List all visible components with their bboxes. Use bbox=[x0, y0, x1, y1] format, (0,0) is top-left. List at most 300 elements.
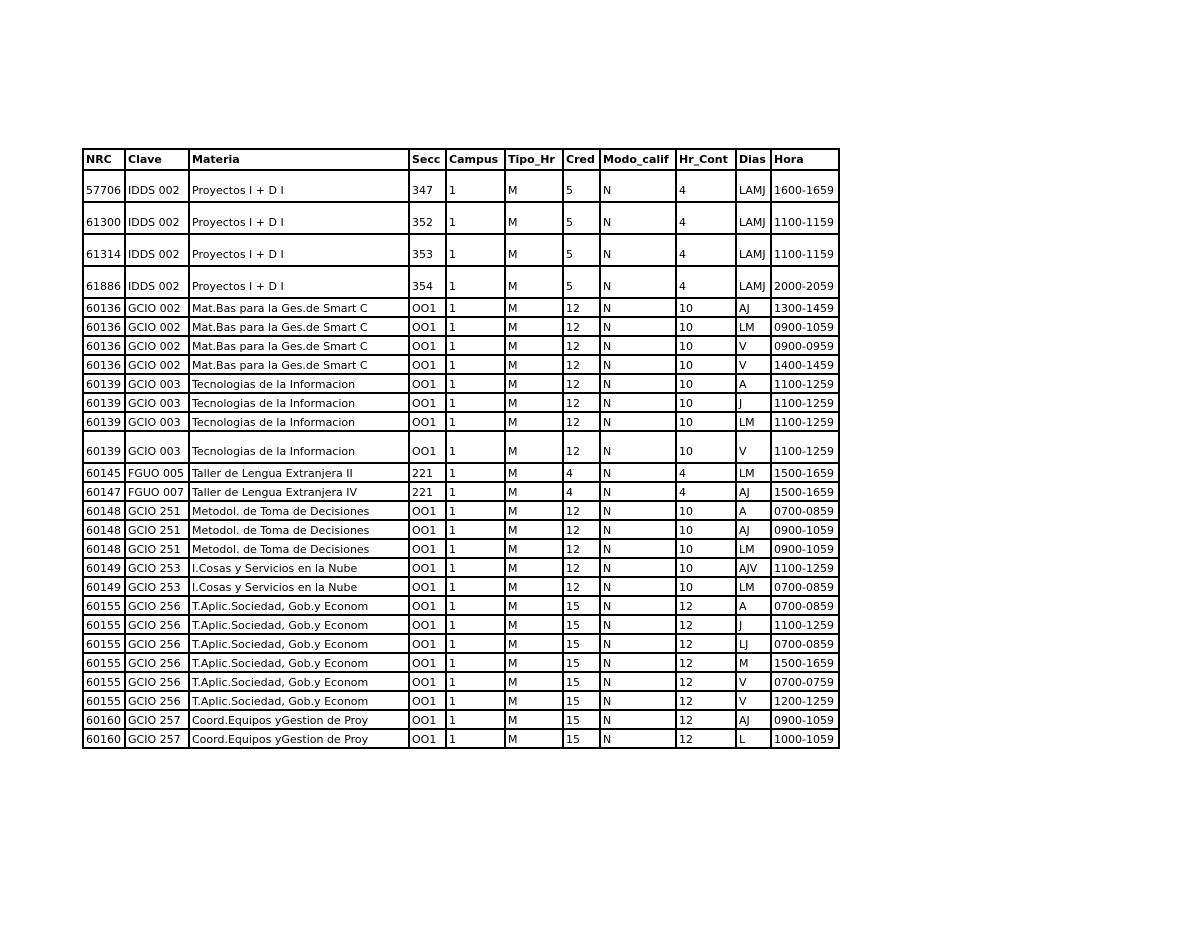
cell-hr-cont: 4 bbox=[676, 266, 736, 298]
cell-nrc: 60160 bbox=[83, 729, 125, 748]
cell-hora: 1100-1259 bbox=[771, 393, 839, 412]
table-row bbox=[83, 317, 839, 336]
cell-campus: 1 bbox=[446, 170, 505, 202]
cell-tipo-hr: M bbox=[505, 374, 563, 393]
cell-dias: LM bbox=[736, 539, 771, 558]
cell-materia: Tecnologias de la Informacion bbox=[189, 431, 409, 463]
cell-tipo-hr: M bbox=[505, 672, 563, 691]
table-row bbox=[83, 234, 839, 266]
cell-campus: 1 bbox=[446, 412, 505, 431]
cell-secc: OO1 bbox=[409, 577, 446, 596]
table-row bbox=[83, 374, 839, 393]
cell-clave: GCIO 257 bbox=[125, 729, 189, 748]
cell-modo-calif: N bbox=[600, 374, 676, 393]
cell-dias: V bbox=[736, 672, 771, 691]
cell-clave: GCIO 256 bbox=[125, 596, 189, 615]
table-row bbox=[83, 298, 839, 317]
cell-nrc: 60160 bbox=[83, 710, 125, 729]
cell-clave: IDDS 002 bbox=[125, 170, 189, 202]
cell-hr-cont: 10 bbox=[676, 393, 736, 412]
cell-tipo-hr: M bbox=[505, 336, 563, 355]
cell-modo-calif: N bbox=[600, 393, 676, 412]
cell-campus: 1 bbox=[446, 266, 505, 298]
cell-hora: 1300-1459 bbox=[771, 298, 839, 317]
cell-hora: 0900-1059 bbox=[771, 317, 839, 336]
cell-campus: 1 bbox=[446, 653, 505, 672]
cell-campus: 1 bbox=[446, 672, 505, 691]
cell-modo-calif: N bbox=[600, 202, 676, 234]
table-row bbox=[83, 691, 839, 710]
cell-clave: IDDS 002 bbox=[125, 202, 189, 234]
cell-nrc: 61886 bbox=[83, 266, 125, 298]
cell-cred: 5 bbox=[563, 170, 600, 202]
table-row bbox=[83, 577, 839, 596]
cell-hora: 0900-1059 bbox=[771, 710, 839, 729]
cell-secc: OO1 bbox=[409, 412, 446, 431]
cell-materia: Tecnologias de la Informacion bbox=[189, 393, 409, 412]
column-header-secc: Secc bbox=[409, 149, 446, 170]
cell-dias: AJ bbox=[736, 710, 771, 729]
cell-hora: 1500-1659 bbox=[771, 653, 839, 672]
cell-dias: A bbox=[736, 374, 771, 393]
cell-cred: 12 bbox=[563, 317, 600, 336]
cell-modo-calif: N bbox=[600, 336, 676, 355]
table-row bbox=[83, 596, 839, 615]
cell-hora: 0700-0859 bbox=[771, 577, 839, 596]
cell-nrc: 60139 bbox=[83, 393, 125, 412]
cell-materia: Tecnologias de la Informacion bbox=[189, 412, 409, 431]
cell-campus: 1 bbox=[446, 501, 505, 520]
cell-hora: 0900-0959 bbox=[771, 336, 839, 355]
cell-dias: A bbox=[736, 501, 771, 520]
cell-nrc: 60139 bbox=[83, 431, 125, 463]
cell-materia: Metodol. de Toma de Decisiones bbox=[189, 501, 409, 520]
cell-materia: I.Cosas y Servicios en la Nube bbox=[189, 558, 409, 577]
cell-campus: 1 bbox=[446, 431, 505, 463]
cell-clave: GCIO 253 bbox=[125, 577, 189, 596]
column-header-nrc: NRC bbox=[83, 149, 125, 170]
cell-modo-calif: N bbox=[600, 234, 676, 266]
cell-tipo-hr: M bbox=[505, 355, 563, 374]
cell-clave: GCIO 253 bbox=[125, 558, 189, 577]
cell-cred: 15 bbox=[563, 691, 600, 710]
cell-nrc: 60155 bbox=[83, 691, 125, 710]
cell-nrc: 60155 bbox=[83, 653, 125, 672]
cell-tipo-hr: M bbox=[505, 615, 563, 634]
cell-campus: 1 bbox=[446, 634, 505, 653]
cell-hora: 1100-1159 bbox=[771, 234, 839, 266]
cell-hora: 1400-1459 bbox=[771, 355, 839, 374]
table-row bbox=[83, 539, 839, 558]
cell-hora: 0700-0759 bbox=[771, 672, 839, 691]
cell-materia: Proyectos I + D I bbox=[189, 266, 409, 298]
cell-tipo-hr: M bbox=[505, 482, 563, 501]
cell-cred: 15 bbox=[563, 729, 600, 748]
cell-nrc: 60148 bbox=[83, 520, 125, 539]
cell-hr-cont: 12 bbox=[676, 615, 736, 634]
cell-secc: OO1 bbox=[409, 634, 446, 653]
cell-cred: 12 bbox=[563, 298, 600, 317]
cell-materia: Proyectos I + D I bbox=[189, 202, 409, 234]
cell-materia: I.Cosas y Servicios en la Nube bbox=[189, 577, 409, 596]
cell-hora: 2000-2059 bbox=[771, 266, 839, 298]
cell-cred: 12 bbox=[563, 336, 600, 355]
cell-cred: 15 bbox=[563, 710, 600, 729]
cell-modo-calif: N bbox=[600, 539, 676, 558]
cell-secc: 354 bbox=[409, 266, 446, 298]
cell-dias: V bbox=[736, 431, 771, 463]
cell-hora: 1100-1159 bbox=[771, 202, 839, 234]
cell-cred: 15 bbox=[563, 596, 600, 615]
cell-tipo-hr: M bbox=[505, 501, 563, 520]
cell-nrc: 61300 bbox=[83, 202, 125, 234]
cell-dias: L bbox=[736, 729, 771, 748]
cell-clave: GCIO 251 bbox=[125, 539, 189, 558]
cell-clave: GCIO 003 bbox=[125, 374, 189, 393]
cell-dias: LAMJ bbox=[736, 202, 771, 234]
cell-nrc: 60136 bbox=[83, 298, 125, 317]
cell-modo-calif: N bbox=[600, 355, 676, 374]
cell-campus: 1 bbox=[446, 710, 505, 729]
cell-dias: M bbox=[736, 653, 771, 672]
cell-modo-calif: N bbox=[600, 482, 676, 501]
column-header-tipo-hr: Tipo_Hr bbox=[505, 149, 563, 170]
column-header-cred: Cred bbox=[563, 149, 600, 170]
cell-modo-calif: N bbox=[600, 558, 676, 577]
cell-hr-cont: 10 bbox=[676, 298, 736, 317]
cell-tipo-hr: M bbox=[505, 431, 563, 463]
cell-cred: 5 bbox=[563, 234, 600, 266]
cell-materia: Tecnologias de la Informacion bbox=[189, 374, 409, 393]
cell-hora: 0900-1059 bbox=[771, 539, 839, 558]
cell-clave: GCIO 256 bbox=[125, 672, 189, 691]
cell-tipo-hr: M bbox=[505, 558, 563, 577]
cell-tipo-hr: M bbox=[505, 520, 563, 539]
cell-secc: OO1 bbox=[409, 672, 446, 691]
cell-hora: 0700-0859 bbox=[771, 634, 839, 653]
cell-secc: OO1 bbox=[409, 653, 446, 672]
table-header bbox=[83, 149, 839, 170]
cell-modo-calif: N bbox=[600, 431, 676, 463]
cell-hr-cont: 10 bbox=[676, 374, 736, 393]
cell-tipo-hr: M bbox=[505, 729, 563, 748]
column-header-campus: Campus bbox=[446, 149, 505, 170]
cell-clave: GCIO 256 bbox=[125, 691, 189, 710]
cell-hora: 1100-1259 bbox=[771, 431, 839, 463]
cell-dias: V bbox=[736, 691, 771, 710]
cell-campus: 1 bbox=[446, 355, 505, 374]
cell-materia: T.Aplic.Sociedad, Gob.y Econom bbox=[189, 691, 409, 710]
cell-hr-cont: 4 bbox=[676, 482, 736, 501]
cell-materia: Mat.Bas para la Ges.de Smart C bbox=[189, 317, 409, 336]
column-header-hr-cont: Hr_Cont bbox=[676, 149, 736, 170]
cell-tipo-hr: M bbox=[505, 539, 563, 558]
cell-clave: IDDS 002 bbox=[125, 266, 189, 298]
table-row bbox=[83, 170, 839, 202]
column-header-materia: Materia bbox=[189, 149, 409, 170]
cell-nrc: 60149 bbox=[83, 577, 125, 596]
cell-tipo-hr: M bbox=[505, 234, 563, 266]
cell-dias: LAMJ bbox=[736, 234, 771, 266]
cell-materia: T.Aplic.Sociedad, Gob.y Econom bbox=[189, 596, 409, 615]
table-row bbox=[83, 501, 839, 520]
cell-dias: LJ bbox=[736, 634, 771, 653]
cell-materia: Coord.Equipos yGestion de Proy bbox=[189, 710, 409, 729]
cell-dias: AJ bbox=[736, 298, 771, 317]
cell-tipo-hr: M bbox=[505, 170, 563, 202]
cell-nrc: 60139 bbox=[83, 374, 125, 393]
cell-tipo-hr: M bbox=[505, 317, 563, 336]
cell-materia: T.Aplic.Sociedad, Gob.y Econom bbox=[189, 672, 409, 691]
cell-campus: 1 bbox=[446, 539, 505, 558]
cell-dias: A bbox=[736, 596, 771, 615]
cell-clave: FGUO 005 bbox=[125, 463, 189, 482]
cell-campus: 1 bbox=[446, 615, 505, 634]
cell-secc: OO1 bbox=[409, 298, 446, 317]
table-row bbox=[83, 202, 839, 234]
cell-modo-calif: N bbox=[600, 317, 676, 336]
cell-dias: AJ bbox=[736, 482, 771, 501]
cell-secc: OO1 bbox=[409, 393, 446, 412]
table-row bbox=[83, 634, 839, 653]
cell-tipo-hr: M bbox=[505, 710, 563, 729]
cell-campus: 1 bbox=[446, 393, 505, 412]
cell-hr-cont: 4 bbox=[676, 234, 736, 266]
cell-hora: 0700-0859 bbox=[771, 501, 839, 520]
cell-nrc: 61314 bbox=[83, 234, 125, 266]
cell-hora: 1100-1259 bbox=[771, 412, 839, 431]
cell-campus: 1 bbox=[446, 520, 505, 539]
cell-clave: GCIO 003 bbox=[125, 412, 189, 431]
cell-materia: T.Aplic.Sociedad, Gob.y Econom bbox=[189, 615, 409, 634]
cell-hr-cont: 4 bbox=[676, 170, 736, 202]
cell-nrc: 60155 bbox=[83, 672, 125, 691]
cell-clave: GCIO 003 bbox=[125, 431, 189, 463]
cell-nrc: 60136 bbox=[83, 336, 125, 355]
cell-hr-cont: 12 bbox=[676, 672, 736, 691]
cell-nrc: 60139 bbox=[83, 412, 125, 431]
cell-materia: Taller de Lengua Extranjera IV bbox=[189, 482, 409, 501]
cell-modo-calif: N bbox=[600, 412, 676, 431]
cell-materia: T.Aplic.Sociedad, Gob.y Econom bbox=[189, 653, 409, 672]
cell-dias: AJV bbox=[736, 558, 771, 577]
cell-dias: LM bbox=[736, 463, 771, 482]
cell-cred: 12 bbox=[563, 431, 600, 463]
cell-cred: 12 bbox=[563, 501, 600, 520]
cell-modo-calif: N bbox=[600, 691, 676, 710]
cell-materia: Taller de Lengua Extranjera II bbox=[189, 463, 409, 482]
cell-secc: 352 bbox=[409, 202, 446, 234]
cell-modo-calif: N bbox=[600, 463, 676, 482]
cell-hora: 1200-1259 bbox=[771, 691, 839, 710]
cell-clave: GCIO 003 bbox=[125, 393, 189, 412]
cell-hora: 1600-1659 bbox=[771, 170, 839, 202]
cell-modo-calif: N bbox=[600, 596, 676, 615]
cell-cred: 12 bbox=[563, 412, 600, 431]
cell-modo-calif: N bbox=[600, 298, 676, 317]
cell-dias: V bbox=[736, 355, 771, 374]
cell-modo-calif: N bbox=[600, 170, 676, 202]
cell-secc: OO1 bbox=[409, 710, 446, 729]
cell-secc: 221 bbox=[409, 482, 446, 501]
table-row bbox=[83, 520, 839, 539]
column-header-clave: Clave bbox=[125, 149, 189, 170]
table-row bbox=[83, 653, 839, 672]
table-row bbox=[83, 558, 839, 577]
cell-secc: OO1 bbox=[409, 355, 446, 374]
cell-nrc: 60155 bbox=[83, 615, 125, 634]
cell-cred: 15 bbox=[563, 634, 600, 653]
cell-secc: OO1 bbox=[409, 729, 446, 748]
cell-materia: T.Aplic.Sociedad, Gob.y Econom bbox=[189, 634, 409, 653]
cell-dias: AJ bbox=[736, 520, 771, 539]
cell-tipo-hr: M bbox=[505, 634, 563, 653]
cell-tipo-hr: M bbox=[505, 577, 563, 596]
cell-campus: 1 bbox=[446, 202, 505, 234]
cell-materia: Metodol. de Toma de Decisiones bbox=[189, 520, 409, 539]
cell-nrc: 60149 bbox=[83, 558, 125, 577]
cell-secc: OO1 bbox=[409, 501, 446, 520]
cell-materia: Proyectos I + D I bbox=[189, 170, 409, 202]
cell-nrc: 60136 bbox=[83, 317, 125, 336]
cell-hr-cont: 4 bbox=[676, 202, 736, 234]
cell-dias: LM bbox=[736, 317, 771, 336]
cell-hora: 1000-1059 bbox=[771, 729, 839, 748]
cell-secc: OO1 bbox=[409, 374, 446, 393]
table-row bbox=[83, 336, 839, 355]
cell-hr-cont: 12 bbox=[676, 596, 736, 615]
cell-modo-calif: N bbox=[600, 653, 676, 672]
table-row bbox=[83, 463, 839, 482]
table-row bbox=[83, 393, 839, 412]
cell-tipo-hr: M bbox=[505, 596, 563, 615]
table-row bbox=[83, 412, 839, 431]
cell-cred: 12 bbox=[563, 520, 600, 539]
cell-cred: 12 bbox=[563, 355, 600, 374]
cell-hr-cont: 10 bbox=[676, 431, 736, 463]
cell-materia: Mat.Bas para la Ges.de Smart C bbox=[189, 336, 409, 355]
table-row bbox=[83, 266, 839, 298]
cell-dias: LAMJ bbox=[736, 266, 771, 298]
cell-tipo-hr: M bbox=[505, 691, 563, 710]
cell-hora: 1100-1259 bbox=[771, 558, 839, 577]
cell-campus: 1 bbox=[446, 482, 505, 501]
cell-secc: OO1 bbox=[409, 539, 446, 558]
cell-campus: 1 bbox=[446, 691, 505, 710]
cell-tipo-hr: M bbox=[505, 202, 563, 234]
cell-clave: FGUO 007 bbox=[125, 482, 189, 501]
cell-nrc: 60145 bbox=[83, 463, 125, 482]
cell-campus: 1 bbox=[446, 729, 505, 748]
table-row bbox=[83, 710, 839, 729]
cell-materia: Mat.Bas para la Ges.de Smart C bbox=[189, 298, 409, 317]
cell-dias: V bbox=[736, 336, 771, 355]
cell-clave: IDDS 002 bbox=[125, 234, 189, 266]
table-row bbox=[83, 431, 839, 463]
table-row bbox=[83, 355, 839, 374]
cell-dias: J bbox=[736, 615, 771, 634]
header-row bbox=[83, 149, 839, 170]
table-row bbox=[83, 615, 839, 634]
cell-modo-calif: N bbox=[600, 520, 676, 539]
cell-clave: GCIO 002 bbox=[125, 317, 189, 336]
cell-nrc: 60155 bbox=[83, 596, 125, 615]
cell-tipo-hr: M bbox=[505, 266, 563, 298]
table-row bbox=[83, 672, 839, 691]
cell-secc: OO1 bbox=[409, 596, 446, 615]
cell-modo-calif: N bbox=[600, 266, 676, 298]
cell-hr-cont: 10 bbox=[676, 336, 736, 355]
cell-campus: 1 bbox=[446, 317, 505, 336]
cell-materia: Coord.Equipos yGestion de Proy bbox=[189, 729, 409, 748]
cell-cred: 5 bbox=[563, 266, 600, 298]
cell-clave: GCIO 257 bbox=[125, 710, 189, 729]
cell-cred: 4 bbox=[563, 482, 600, 501]
cell-cred: 12 bbox=[563, 539, 600, 558]
cell-nrc: 60147 bbox=[83, 482, 125, 501]
cell-dias: LM bbox=[736, 412, 771, 431]
cell-cred: 12 bbox=[563, 374, 600, 393]
cell-campus: 1 bbox=[446, 298, 505, 317]
cell-modo-calif: N bbox=[600, 577, 676, 596]
cell-dias: J bbox=[736, 393, 771, 412]
cell-hr-cont: 10 bbox=[676, 355, 736, 374]
cell-campus: 1 bbox=[446, 596, 505, 615]
cell-tipo-hr: M bbox=[505, 412, 563, 431]
cell-hr-cont: 10 bbox=[676, 558, 736, 577]
cell-hr-cont: 12 bbox=[676, 729, 736, 748]
cell-clave: GCIO 251 bbox=[125, 520, 189, 539]
cell-modo-calif: N bbox=[600, 615, 676, 634]
column-header-hora: Hora bbox=[771, 149, 839, 170]
cell-hr-cont: 12 bbox=[676, 653, 736, 672]
cell-secc: 221 bbox=[409, 463, 446, 482]
cell-hr-cont: 10 bbox=[676, 577, 736, 596]
cell-hora: 1500-1659 bbox=[771, 463, 839, 482]
cell-campus: 1 bbox=[446, 336, 505, 355]
cell-hr-cont: 12 bbox=[676, 710, 736, 729]
cell-clave: GCIO 002 bbox=[125, 298, 189, 317]
cell-tipo-hr: M bbox=[505, 463, 563, 482]
column-header-dias: Dias bbox=[736, 149, 771, 170]
cell-cred: 15 bbox=[563, 653, 600, 672]
cell-modo-calif: N bbox=[600, 634, 676, 653]
cell-clave: GCIO 251 bbox=[125, 501, 189, 520]
cell-modo-calif: N bbox=[600, 729, 676, 748]
cell-dias: LAMJ bbox=[736, 170, 771, 202]
cell-cred: 12 bbox=[563, 393, 600, 412]
cell-secc: OO1 bbox=[409, 615, 446, 634]
cell-campus: 1 bbox=[446, 577, 505, 596]
cell-nrc: 60148 bbox=[83, 501, 125, 520]
cell-cred: 15 bbox=[563, 615, 600, 634]
cell-clave: GCIO 002 bbox=[125, 355, 189, 374]
cell-hora: 0700-0859 bbox=[771, 596, 839, 615]
cell-hora: 1100-1259 bbox=[771, 374, 839, 393]
cell-nrc: 60155 bbox=[83, 634, 125, 653]
cell-campus: 1 bbox=[446, 234, 505, 266]
cell-hr-cont: 10 bbox=[676, 539, 736, 558]
cell-hora: 1500-1659 bbox=[771, 482, 839, 501]
cell-campus: 1 bbox=[446, 558, 505, 577]
cell-modo-calif: N bbox=[600, 710, 676, 729]
cell-hora: 0900-1059 bbox=[771, 520, 839, 539]
cell-materia: Mat.Bas para la Ges.de Smart C bbox=[189, 355, 409, 374]
cell-nrc: 57706 bbox=[83, 170, 125, 202]
cell-secc: OO1 bbox=[409, 317, 446, 336]
cell-hr-cont: 10 bbox=[676, 501, 736, 520]
cell-hr-cont: 12 bbox=[676, 691, 736, 710]
